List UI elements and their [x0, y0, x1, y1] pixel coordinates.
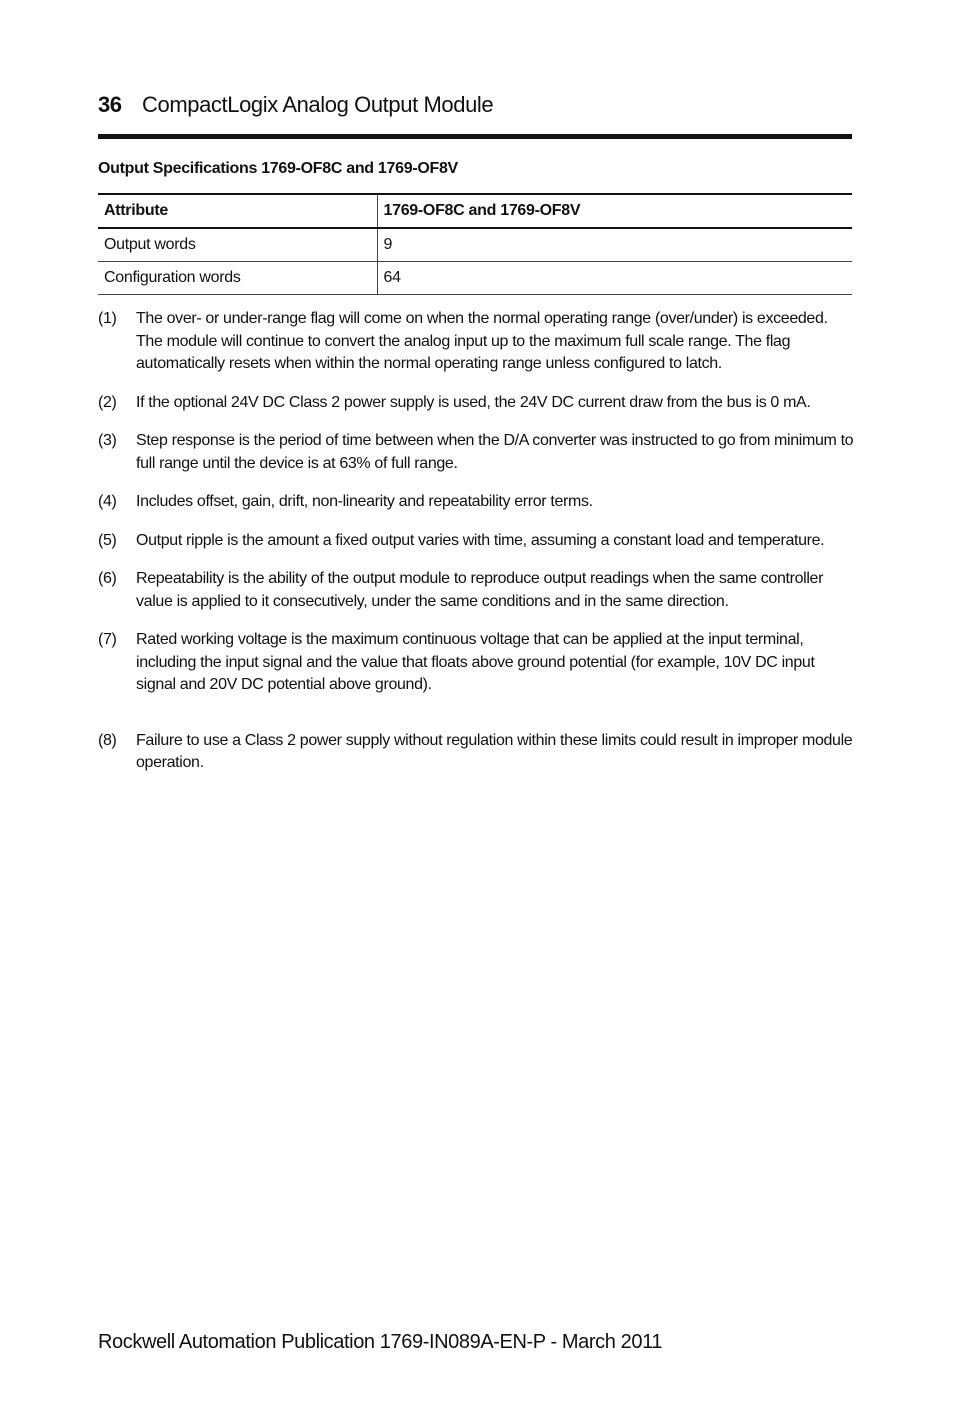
spec-table: [98, 193, 852, 295]
footnote: [98, 430, 854, 475]
footnote: [98, 730, 854, 775]
table-cell: Output words: [98, 228, 377, 261]
footnote: [98, 568, 854, 613]
table-cell: 9: [383, 235, 393, 253]
footnote: [98, 629, 854, 697]
table-cell: 64: [383, 268, 401, 286]
footnote-number: (3): [98, 432, 117, 449]
column-header-model: 1769-OF8C and 1769-OF8V: [383, 202, 581, 219]
table-header-row: [98, 194, 852, 228]
footnote-number: (8): [98, 731, 117, 749]
page-header: [98, 92, 852, 118]
footnote-number: (2): [98, 393, 117, 411]
page-number: 36: [98, 92, 122, 117]
page-title: CompactLogix Analog Output Module: [142, 92, 494, 117]
column-header-attribute: Attribute: [98, 194, 377, 228]
header-rule: [98, 134, 852, 139]
footnote-number: (1): [98, 310, 117, 327]
footnote: [98, 392, 854, 415]
footnote-text: The over- or under-range flag will come on when the normal operating range (over/under) is exceeded. The module will continue to convert the analog input up to the maximum full scale range. The flag automatically resets when within the normal operating range unless configured to latch.: [136, 310, 828, 372]
footnote: [98, 491, 854, 514]
footnote-text: Includes offset, gain, drift, non-linearity and repeatability error terms.: [136, 493, 593, 510]
table-title: Output Specifications 1769-OF8C and 1769-OF8V: [98, 160, 458, 177]
footnote-text: If the optional 24V DC Class 2 power supply is used, the 24V DC current draw from the bus is 0 mA.: [136, 393, 811, 411]
footnote-number: (4): [98, 493, 117, 510]
footnote-text: Failure to use a Class 2 power supply without regulation within these limits could result in improper module operation.: [136, 731, 853, 771]
footnote-text: Step response is the period of time between when the D/A converter was instructed to go from minimum to full range until the device is at 63% of full range.: [136, 432, 854, 472]
table-cell: Configuration words: [98, 261, 377, 294]
footnote-text: Output ripple is the amount a fixed output varies with time, assuming a constant load and temperature.: [136, 531, 825, 549]
footnote-number: (6): [98, 570, 117, 587]
footnotes: [98, 308, 854, 775]
page-footer: Rockwell Automation Publication 1769-IN089A-EN-P - March 2011: [98, 1331, 663, 1353]
footnote-text: Repeatability is the ability of the output module to reproduce output readings when the same controller value is applied to it consecutively, under the same conditions and in the same direction.: [136, 570, 824, 610]
footnote: [98, 530, 854, 553]
footnote-number: (7): [98, 631, 117, 648]
table-row: [98, 228, 852, 261]
footnote: [98, 308, 854, 376]
table-row: [98, 261, 852, 294]
footnote-number: (5): [98, 531, 117, 549]
footnote-text: Rated working voltage is the maximum continuous voltage that can be applied at the input terminal, including the input signal and the value that floats above ground potential (for example, 10V DC input signal and 20V DC potential above ground).: [136, 631, 815, 693]
